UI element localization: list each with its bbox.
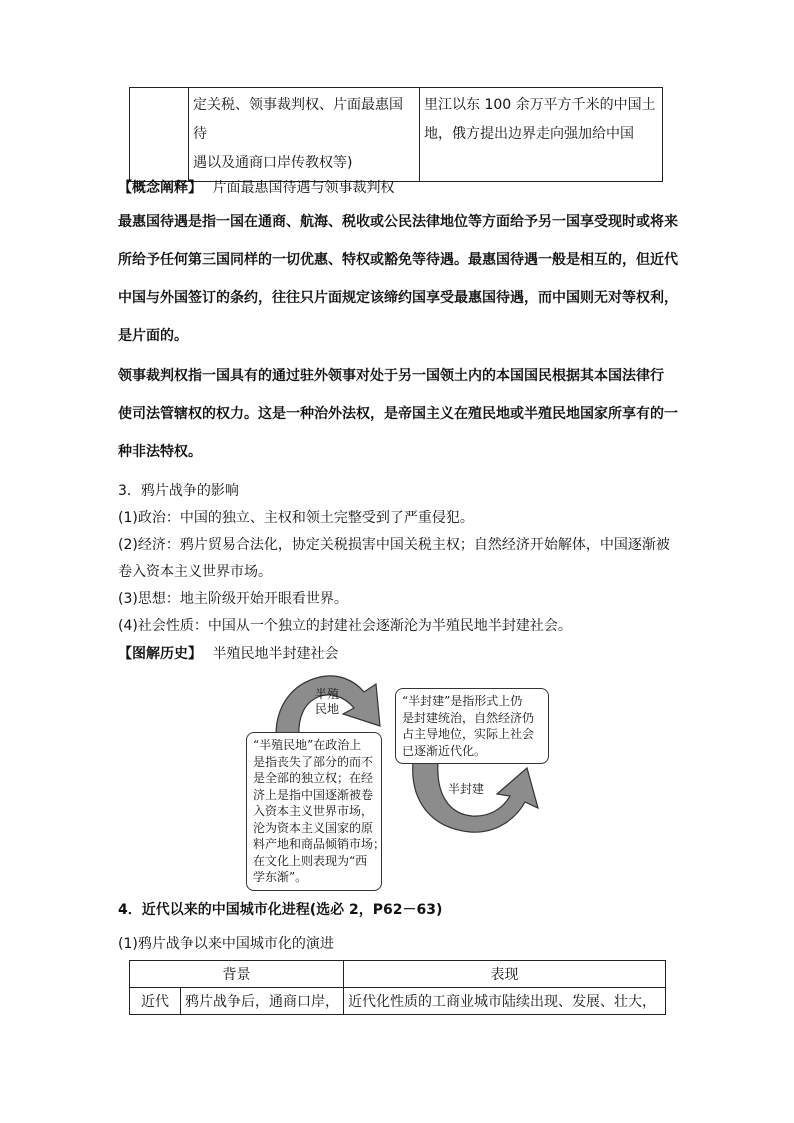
concept-tag: 【概念阐释】 [118, 180, 202, 196]
section3-item-thought: (3)思想：地主阶级开始开眼看世界。 [118, 591, 348, 607]
cell-line: 地，俄方提出边界走向强加给中国 [424, 126, 634, 142]
box-line: 济上是指中国逐渐被卷 [253, 787, 374, 802]
box-line: 学东渐”。 [253, 870, 308, 884]
urbanization-table [129, 960, 666, 1015]
box-line: 占主导地位，实际上社会 [402, 727, 535, 741]
paragraph-line: 中国与外国签订的条约，往往只片面规定该缔约国享受最惠国待遇，而中国则无对等权利， [118, 290, 678, 306]
section3-item-economy: (2)经济：鸦片贸易合法化，协定关税损害中国关税主权；自然经济开始解体，中国逐渐被 [118, 537, 670, 553]
semi-colony-explanation-box [246, 732, 386, 891]
header-background: 背景 [130, 961, 344, 988]
section4-heading: 4．近代以来的中国城市化进程(选必 2，P62－63) [118, 902, 443, 918]
box-line: 料产地和商品倾销市场； [253, 837, 386, 851]
table-header-row [130, 961, 666, 988]
header-performance: 表现 [344, 961, 666, 988]
section3-item-economy-cont: 卷入资本主义世界市场。 [118, 564, 272, 580]
box-line: 是指丧失了部分的而不 [253, 754, 374, 769]
section3-heading: 3．鸦片战争的影响 [118, 483, 239, 499]
paragraph-line: 领事裁判权指一国具有的通过驻外领事对处于另一国领土内的本国国民根据其本国法律行 [118, 368, 664, 384]
paragraph-line: 使司法管辖权的权力。这是一种治外法权，是帝国主义在殖民地或半殖民地国家所享有的一 [118, 406, 678, 422]
section3-item-society: (4)社会性质：中国从一个独立的封建社会逐渐沦为半殖民地半封建社会。 [118, 618, 572, 634]
paragraph-line: 最惠国待遇是指一国在通商、航海、税收或公民法律地位等方面给予另一国享受现时或将来 [118, 214, 678, 230]
box-line: 是封建统治，自然经济仍 [402, 710, 535, 725]
cell-performance: 近代化性质的工商业城市陆续出现、发展、壮大， [344, 988, 666, 1015]
cell-period: 近代 [130, 988, 181, 1015]
box-line: 在文化上则表现为“西 [253, 853, 368, 868]
cell-line: 里江以东 100 余万平方千米的中国土 [424, 97, 656, 113]
section3-item-politics: (1)政治：中国的独立、主权和领土完整受到了严重侵犯。 [118, 510, 474, 526]
box-line: “半封建”是指形式上仍 [402, 694, 523, 708]
box-line: 沦为资本主义国家的原 [253, 820, 374, 835]
cell-line: 定关税、领事裁判权、片面最惠国待 [193, 97, 403, 142]
section4-subheading: (1)鸦片战争以来中国城市化的演进 [118, 936, 334, 952]
semi-feudal-explanation-box [395, 688, 549, 764]
box-line: 入资本主义世界市场， [253, 804, 374, 818]
cell-background: 鸦片战争后，通商口岸， [181, 988, 344, 1015]
arrow-label-semi-feudal: 半封建 [448, 782, 485, 796]
diagram-tag: 【图解历史】 [118, 646, 202, 662]
arrow-label-semi-colony [315, 687, 339, 717]
semi-feudal-arrow [413, 762, 538, 832]
box-line: 已逐渐近代化。 [402, 743, 487, 758]
label-line: 民地 [315, 702, 340, 716]
box-line: “半殖民地”在政治上 [253, 738, 362, 752]
label-line: 半殖 [315, 687, 340, 701]
paragraph-line: 所给予任何第三国同样的一切优惠、特权或豁免等待遇。最惠国待遇一般是相互的，但近代 [118, 252, 678, 268]
box-line: 是全部的独立权；在经 [253, 771, 374, 785]
concept-title: 片面最惠国待遇与领事裁判权 [212, 180, 395, 196]
diagram-title: 半殖民地半封建社会 [212, 646, 339, 662]
table-row [130, 988, 666, 1015]
paragraph-line: 种非法特权。 [118, 444, 202, 460]
paragraph-line: 是片面的。 [118, 328, 188, 344]
cell-line: 遇以及通商口岸传教权等) [193, 155, 353, 171]
